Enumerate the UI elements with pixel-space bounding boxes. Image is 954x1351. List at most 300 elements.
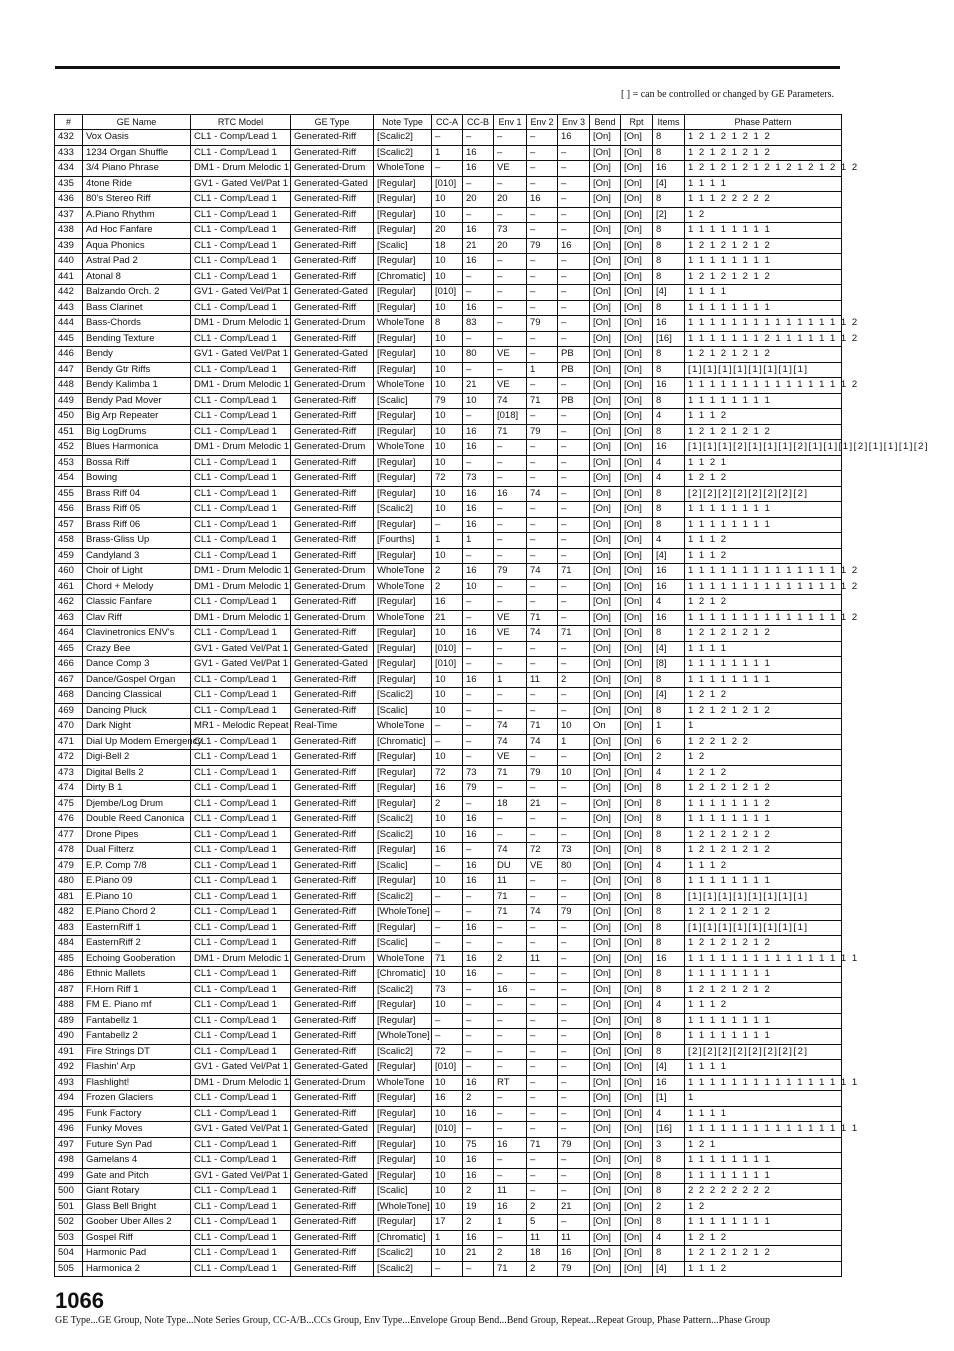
table-cell: 10 xyxy=(432,192,463,208)
table-cell: [Regular] xyxy=(374,409,432,425)
table-cell: [Regular] xyxy=(374,362,432,378)
table-cell: Generated-Riff xyxy=(291,424,374,440)
table-cell: [On] xyxy=(590,1075,621,1091)
table-cell: 1 1 1 1 xyxy=(685,176,842,192)
table-cell: – xyxy=(494,579,527,595)
table-cell: [On] xyxy=(590,316,621,332)
table-cell: 457 xyxy=(55,517,83,533)
table-cell: – xyxy=(527,176,558,192)
table-cell: 1 1 1 1 1 1 1 1 1 1 1 1 1 1 1 1 xyxy=(685,1075,842,1091)
table-cell: VE xyxy=(494,378,527,394)
table-cell: – xyxy=(558,486,590,502)
table-cell: – xyxy=(558,161,590,177)
table-cell: [On] xyxy=(590,1215,621,1231)
table-cell: Generated-Riff xyxy=(291,998,374,1014)
table-cell: Generated-Gated xyxy=(291,1122,374,1138)
table-row xyxy=(55,688,842,704)
table-cell: WholeTone xyxy=(374,951,432,967)
table-cell: – xyxy=(494,440,527,456)
table-row xyxy=(55,1029,842,1045)
table-cell: [4] xyxy=(653,1060,685,1076)
table-cell: 8 xyxy=(653,1044,685,1060)
table-cell: 75 xyxy=(463,1137,494,1153)
table-cell: [010] xyxy=(432,285,463,301)
table-cell: 10 xyxy=(432,967,463,983)
table-cell: Generated-Gated xyxy=(291,641,374,657)
table-cell: – xyxy=(527,889,558,905)
table-cell: 1 2 1 2 1 2 1 2 xyxy=(685,145,842,161)
table-cell: [On] xyxy=(590,533,621,549)
table-cell: Generated-Riff xyxy=(291,1137,374,1153)
table-cell: [Regular] xyxy=(374,223,432,239)
table-cell: 494 xyxy=(55,1091,83,1107)
table-cell: 488 xyxy=(55,998,83,1014)
table-cell: CL1 - Comp/Lead 1 xyxy=(191,889,291,905)
table-row xyxy=(55,1261,842,1277)
table-cell: – xyxy=(558,1044,590,1060)
table-cell: 2 xyxy=(494,1246,527,1262)
table-cell: [Scalic] xyxy=(374,238,432,254)
table-cell: 18 xyxy=(527,1246,558,1262)
ge-table xyxy=(54,114,929,1277)
table-cell: [1][1][1][1][1][1][1][1] xyxy=(685,920,842,936)
table-cell: – xyxy=(527,269,558,285)
table-cell: 79 xyxy=(527,424,558,440)
table-cell: Glass Bell Bright xyxy=(83,1199,191,1215)
table-cell: Bendy Gtr Riffs xyxy=(83,362,191,378)
table-cell: [On] xyxy=(621,579,653,595)
table-cell: 443 xyxy=(55,300,83,316)
table-cell: – xyxy=(558,1168,590,1184)
table-cell: [On] xyxy=(621,1215,653,1231)
table-row xyxy=(55,1075,842,1091)
table-cell: 3/4 Piano Phrase xyxy=(83,161,191,177)
table-cell: CL1 - Comp/Lead 1 xyxy=(191,1091,291,1107)
table-cell: [Regular] xyxy=(374,517,432,533)
table-cell: 73 xyxy=(463,471,494,487)
table-cell: 8 xyxy=(653,254,685,270)
table-cell: 503 xyxy=(55,1230,83,1246)
table-cell: 83 xyxy=(463,316,494,332)
table-cell: 21 xyxy=(463,1246,494,1262)
table-cell: 1 1 1 1 1 1 1 1 1 1 1 1 1 1 1 1 xyxy=(685,951,842,967)
table-row xyxy=(55,1044,842,1060)
table-cell: – xyxy=(558,517,590,533)
table-cell: – xyxy=(527,1075,558,1091)
table-cell: 458 xyxy=(55,533,83,549)
table-cell: 1 1 1 2 2 2 2 2 xyxy=(685,192,842,208)
table-cell: – xyxy=(527,781,558,797)
table-cell: – xyxy=(558,1075,590,1091)
table-cell: 20 xyxy=(494,238,527,254)
table-cell: Funk Factory xyxy=(83,1106,191,1122)
table-cell: [Regular] xyxy=(374,998,432,1014)
table-cell: – xyxy=(527,254,558,270)
table-cell: – xyxy=(527,920,558,936)
table-cell: 17 xyxy=(432,1215,463,1231)
table-cell: 476 xyxy=(55,812,83,828)
table-cell: GV1 - Gated Vel/Pat 1 xyxy=(191,176,291,192)
table-cell: [Regular] xyxy=(374,595,432,611)
table-cell: 477 xyxy=(55,827,83,843)
table-cell: – xyxy=(463,409,494,425)
table-cell: 71 xyxy=(494,1261,527,1277)
table-cell: 4 xyxy=(653,533,685,549)
table-row xyxy=(55,641,842,657)
table-cell: 10 xyxy=(432,1106,463,1122)
table-cell: 73 xyxy=(558,843,590,859)
table-cell: 10 xyxy=(432,269,463,285)
table-cell: [On] xyxy=(621,734,653,750)
table-cell: Vox Oasis xyxy=(83,130,191,146)
table-cell: – xyxy=(494,1029,527,1045)
table-cell: [On] xyxy=(590,703,621,719)
table-cell: VE xyxy=(494,626,527,642)
table-cell: 16 xyxy=(653,564,685,580)
table-cell: MR1 - Melodic Repeat xyxy=(191,719,291,735)
table-cell: DM1 - Drum Melodic 1 xyxy=(191,951,291,967)
table-cell: CL1 - Comp/Lead 1 xyxy=(191,1261,291,1277)
table-cell: 5 xyxy=(527,1215,558,1231)
table-cell: 16 xyxy=(463,626,494,642)
table-cell: 8 xyxy=(653,486,685,502)
table-cell: – xyxy=(432,858,463,874)
table-cell: CL1 - Comp/Lead 1 xyxy=(191,331,291,347)
table-cell: – xyxy=(527,998,558,1014)
table-cell: [On] xyxy=(590,1261,621,1277)
table-cell: 16 xyxy=(463,1106,494,1122)
table-cell: – xyxy=(432,1261,463,1277)
table-cell: [On] xyxy=(621,595,653,611)
table-cell: 74 xyxy=(494,393,527,409)
table-cell: [Regular] xyxy=(374,455,432,471)
table-cell: CL1 - Comp/Lead 1 xyxy=(191,130,291,146)
table-cell: 16 xyxy=(494,982,527,998)
table-cell: 16 xyxy=(558,1246,590,1262)
table-cell: – xyxy=(463,657,494,673)
table-cell: Generated-Riff xyxy=(291,672,374,688)
table-cell: 451 xyxy=(55,424,83,440)
table-cell: 10 xyxy=(432,548,463,564)
table-cell: [On] xyxy=(590,548,621,564)
table-cell: [On] xyxy=(621,145,653,161)
table-cell: [Chromatic] xyxy=(374,1230,432,1246)
table-cell: [On] xyxy=(590,889,621,905)
table-cell: Generated-Riff xyxy=(291,1013,374,1029)
table-cell: 469 xyxy=(55,703,83,719)
table-cell: – xyxy=(527,579,558,595)
table-cell: – xyxy=(494,1168,527,1184)
table-cell: 1 1 1 1 1 1 1 2 1 1 1 1 1 1 1 2 xyxy=(685,331,842,347)
table-cell: – xyxy=(558,1091,590,1107)
table-cell: – xyxy=(494,595,527,611)
table-cell: [Regular] xyxy=(374,657,432,673)
table-cell: – xyxy=(527,688,558,704)
table-cell: [Regular] xyxy=(374,1106,432,1122)
table-cell: 499 xyxy=(55,1168,83,1184)
table-cell: GV1 - Gated Vel/Pat 1 xyxy=(191,657,291,673)
table-cell: – xyxy=(527,455,558,471)
table-cell: [On] xyxy=(590,1044,621,1060)
table-cell: [On] xyxy=(590,254,621,270)
table-row xyxy=(55,254,842,270)
table-cell: [On] xyxy=(590,610,621,626)
table-cell: Bendy Kalimba 1 xyxy=(83,378,191,394)
column-header: Bend xyxy=(590,115,621,130)
table-cell: – xyxy=(463,176,494,192)
table-cell: [Scalic] xyxy=(374,1184,432,1200)
table-cell: 11 xyxy=(494,874,527,890)
table-cell: – xyxy=(558,455,590,471)
table-cell: [Scalic] xyxy=(374,936,432,952)
table-cell: [Chromatic] xyxy=(374,967,432,983)
table-cell: CL1 - Comp/Lead 1 xyxy=(191,269,291,285)
table-cell: [On] xyxy=(590,285,621,301)
table-cell: 2 xyxy=(653,750,685,766)
table-cell: [On] xyxy=(590,982,621,998)
table-cell: – xyxy=(558,1013,590,1029)
table-cell: Brass-Gliss Up xyxy=(83,533,191,549)
table-cell: Generated-Riff xyxy=(291,796,374,812)
table-row xyxy=(55,455,842,471)
table-cell: [On] xyxy=(621,300,653,316)
table-cell: 20 xyxy=(494,192,527,208)
table-cell: Fire Strings DT xyxy=(83,1044,191,1060)
table-row xyxy=(55,502,842,518)
table-cell: [On] xyxy=(590,1199,621,1215)
column-header: # xyxy=(55,115,83,130)
table-cell: [On] xyxy=(590,238,621,254)
table-cell: [1] xyxy=(653,1091,685,1107)
table-row xyxy=(55,564,842,580)
table-row xyxy=(55,1184,842,1200)
table-cell: 8 xyxy=(653,1168,685,1184)
table-cell: Crazy Bee xyxy=(83,641,191,657)
table-cell: Generated-Gated xyxy=(291,1060,374,1076)
table-cell: [On] xyxy=(590,812,621,828)
table-cell: 79 xyxy=(494,564,527,580)
table-cell: 486 xyxy=(55,967,83,983)
column-header: CC-A xyxy=(432,115,463,130)
table-cell: 475 xyxy=(55,796,83,812)
table-cell: Dancing Classical xyxy=(83,688,191,704)
table-cell: Clavinetronics ENV's xyxy=(83,626,191,642)
table-cell: [1][1][1][1][1][1][1][1] xyxy=(685,889,842,905)
table-row xyxy=(55,269,842,285)
table-cell: 71 xyxy=(527,1137,558,1153)
table-cell: – xyxy=(463,641,494,657)
table-cell: [On] xyxy=(590,300,621,316)
table-row xyxy=(55,610,842,626)
table-cell: 71 xyxy=(494,889,527,905)
table-cell: Generated-Riff xyxy=(291,145,374,161)
table-cell: – xyxy=(558,750,590,766)
table-cell: 450 xyxy=(55,409,83,425)
table-cell: [Regular] xyxy=(374,750,432,766)
table-cell: Digital Bells 2 xyxy=(83,765,191,781)
table-cell: 16 xyxy=(653,440,685,456)
table-cell: 1 1 1 1 1 1 1 1 xyxy=(685,502,842,518)
table-cell: [On] xyxy=(590,161,621,177)
table-cell: [On] xyxy=(621,502,653,518)
table-cell: [On] xyxy=(590,223,621,239)
table-cell: Real-Time xyxy=(291,719,374,735)
table-cell: WholeTone xyxy=(374,579,432,595)
table-cell: – xyxy=(463,905,494,921)
table-cell: 8 xyxy=(653,362,685,378)
table-cell: [On] xyxy=(621,1029,653,1045)
table-cell: 500 xyxy=(55,1184,83,1200)
table-cell: 16 xyxy=(463,1230,494,1246)
table-cell: – xyxy=(558,641,590,657)
table-cell: [Chromatic] xyxy=(374,734,432,750)
table-cell: CL1 - Comp/Lead 1 xyxy=(191,874,291,890)
table-cell: – xyxy=(558,1184,590,1200)
table-cell: 474 xyxy=(55,781,83,797)
table-cell: Dial Up Modem Emergency xyxy=(83,734,191,750)
table-cell: 480 xyxy=(55,874,83,890)
table-cell: [On] xyxy=(621,1137,653,1153)
table-cell: 4 xyxy=(653,1230,685,1246)
table-cell: – xyxy=(527,223,558,239)
table-cell: 1 1 1 1 1 1 1 1 xyxy=(685,517,842,533)
table-cell: 1 1 1 1 xyxy=(685,1106,842,1122)
table-row xyxy=(55,378,842,394)
table-cell: 10 xyxy=(432,688,463,704)
table-row xyxy=(55,998,842,1014)
table-cell: – xyxy=(494,1122,527,1138)
table-cell: – xyxy=(463,936,494,952)
table-cell: WholeTone xyxy=(374,440,432,456)
table-cell: 455 xyxy=(55,486,83,502)
table-cell: – xyxy=(463,269,494,285)
table-cell: – xyxy=(527,1060,558,1076)
table-cell: 10 xyxy=(432,331,463,347)
table-row xyxy=(55,1137,842,1153)
table-cell: 8 xyxy=(653,827,685,843)
table-cell: – xyxy=(494,316,527,332)
table-cell: Chord + Melody xyxy=(83,579,191,595)
table-cell: – xyxy=(494,502,527,518)
table-cell: PB xyxy=(558,362,590,378)
table-cell: 16 xyxy=(653,579,685,595)
table-cell: 10 xyxy=(432,998,463,1014)
table-cell: – xyxy=(463,1013,494,1029)
table-row xyxy=(55,362,842,378)
table-cell: 10 xyxy=(432,440,463,456)
table-cell: [On] xyxy=(590,858,621,874)
table-cell: 2 xyxy=(463,1091,494,1107)
table-cell: [On] xyxy=(590,936,621,952)
table-cell: 1 2 1 2 1 2 1 2 xyxy=(685,703,842,719)
table-cell: 10 xyxy=(463,579,494,595)
table-cell: [On] xyxy=(621,626,653,642)
table-cell: [On] xyxy=(590,967,621,983)
table-cell: [Regular] xyxy=(374,781,432,797)
table-cell: 4 xyxy=(653,858,685,874)
table-cell: 1 2 1 2 xyxy=(685,595,842,611)
table-cell: – xyxy=(558,936,590,952)
table-cell: 8 xyxy=(653,393,685,409)
table-cell: – xyxy=(527,1013,558,1029)
table-cell: – xyxy=(558,316,590,332)
table-cell: 8 xyxy=(653,269,685,285)
table-cell: Generated-Riff xyxy=(291,207,374,223)
table-cell: 1 2 1 2 1 2 1 2 xyxy=(685,827,842,843)
table-cell: 79 xyxy=(527,765,558,781)
table-cell: Generated-Riff xyxy=(291,409,374,425)
table-cell: 16 xyxy=(432,595,463,611)
table-cell: [Regular] xyxy=(374,207,432,223)
table-cell: 1 1 1 1 1 1 1 1 xyxy=(685,812,842,828)
table-cell: 74 xyxy=(527,564,558,580)
table-cell: 16 xyxy=(463,672,494,688)
table-cell: 71 xyxy=(494,424,527,440)
table-cell: CL1 - Comp/Lead 1 xyxy=(191,1184,291,1200)
table-cell: – xyxy=(494,998,527,1014)
table-cell: 79 xyxy=(463,781,494,797)
table-cell: – xyxy=(558,1153,590,1169)
table-cell: 4 xyxy=(653,1106,685,1122)
table-cell: [On] xyxy=(621,362,653,378)
table-cell: Digi-Bell 2 xyxy=(83,750,191,766)
table-cell: Generated-Gated xyxy=(291,176,374,192)
table-cell: [On] xyxy=(621,1168,653,1184)
table-cell: CL1 - Comp/Lead 1 xyxy=(191,300,291,316)
table-cell: Generated-Riff xyxy=(291,1029,374,1045)
table-cell: – xyxy=(527,750,558,766)
table-cell: – xyxy=(463,889,494,905)
table-cell: WholeTone xyxy=(374,610,432,626)
table-cell: 8 xyxy=(653,967,685,983)
table-cell: [On] xyxy=(621,951,653,967)
table-cell: 2 xyxy=(432,579,463,595)
table-cell: – xyxy=(494,827,527,843)
table-cell: [On] xyxy=(590,657,621,673)
table-cell: Generated-Riff xyxy=(291,765,374,781)
table-cell: [Regular] xyxy=(374,471,432,487)
table-cell: [On] xyxy=(621,858,653,874)
table-cell: 16 xyxy=(527,192,558,208)
table-cell: [Fourths] xyxy=(374,533,432,549)
table-cell: 79 xyxy=(558,1137,590,1153)
table-cell: [On] xyxy=(621,1060,653,1076)
table-cell: Dirty B 1 xyxy=(83,781,191,797)
table-cell: – xyxy=(463,796,494,812)
table-cell: [On] xyxy=(590,641,621,657)
table-cell: [Regular] xyxy=(374,1060,432,1076)
table-cell: Generated-Riff xyxy=(291,393,374,409)
table-cell: CL1 - Comp/Lead 1 xyxy=(191,1199,291,1215)
table-cell: [On] xyxy=(621,1153,653,1169)
table-cell: Generated-Riff xyxy=(291,781,374,797)
table-cell: 1 1 1 1 1 1 1 1 1 1 1 1 1 1 1 2 xyxy=(685,316,842,332)
table-cell: 8 xyxy=(653,812,685,828)
table-cell: 16 xyxy=(463,812,494,828)
table-cell: Generated-Gated xyxy=(291,657,374,673)
table-cell: Generated-Riff xyxy=(291,130,374,146)
table-cell: – xyxy=(558,610,590,626)
table-cell: – xyxy=(494,548,527,564)
table-cell: [On] xyxy=(621,1044,653,1060)
table-cell: [Scalic] xyxy=(374,858,432,874)
table-cell: – xyxy=(432,889,463,905)
table-cell: [Scalic2] xyxy=(374,502,432,518)
table-cell: [2][2][2][2][2][2][2][2] xyxy=(685,1044,842,1060)
table-cell: [Regular] xyxy=(374,843,432,859)
table-cell: 1 2 1 2 1 2 1 2 xyxy=(685,936,842,952)
table-cell: 2 xyxy=(494,951,527,967)
